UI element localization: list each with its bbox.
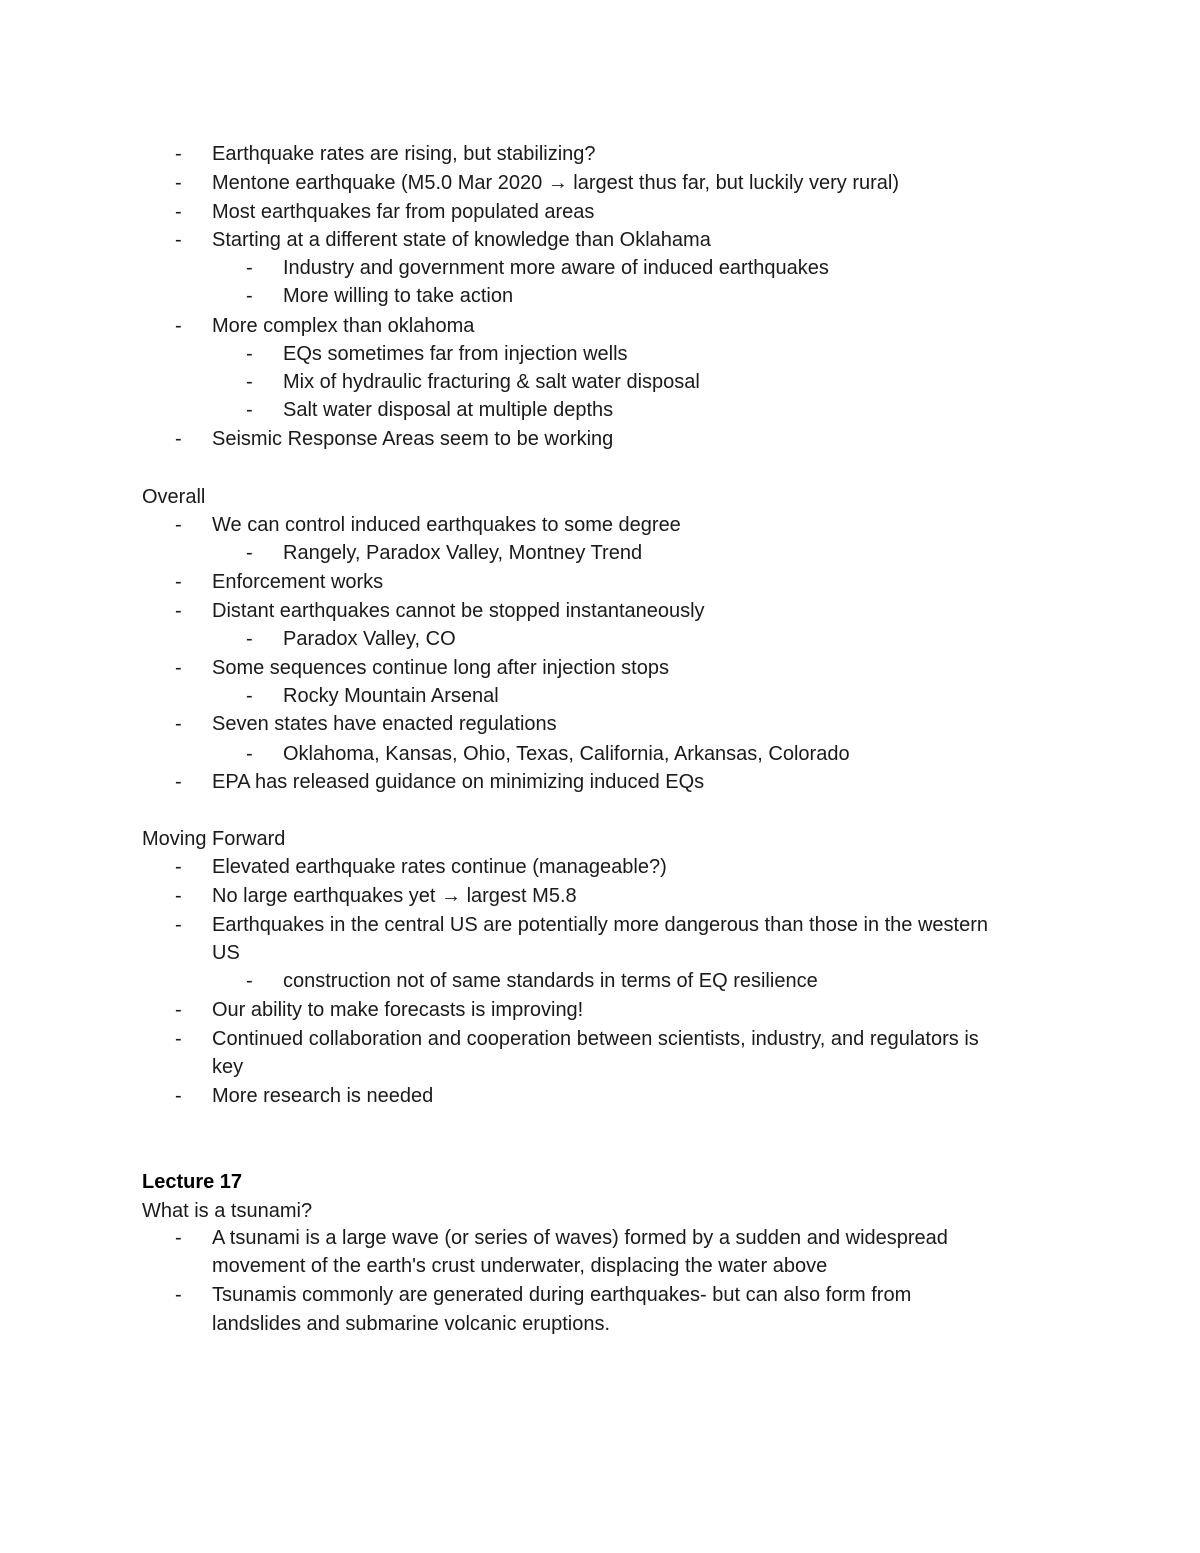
- bullet-dash: -: [175, 1028, 182, 1050]
- list-item-text: Starting at a different state of knowledge than Oklahama: [212, 229, 711, 251]
- bullet-dash: -: [175, 1227, 182, 1249]
- bullet-dash: -: [175, 1085, 182, 1107]
- list-item-text: Oklahoma, Kansas, Ohio, Texas, California, Arkansas, Colorado: [283, 743, 850, 765]
- list-item-text: Seven states have enacted regulations: [212, 713, 557, 735]
- bullet-dash: -: [175, 885, 182, 907]
- list-item-text: A tsunami is a large wave (or series of waves) formed by a sudden and widespread: [212, 1227, 948, 1249]
- bullet-dash: -: [246, 970, 253, 992]
- bullet-dash: -: [246, 628, 253, 650]
- list-item-text: Continued collaboration and cooperation between scientists, industry, and regulators is: [212, 1028, 979, 1050]
- list-item-text: Tsunamis commonly are generated during earthquakes- but can also form from: [212, 1284, 912, 1306]
- bullet-dash: -: [175, 713, 182, 735]
- list-item-text: key: [212, 1056, 244, 1078]
- bullet-dash: -: [246, 343, 253, 365]
- bullet-dash: -: [175, 571, 182, 593]
- bullet-dash: -: [246, 743, 253, 765]
- list-item-text: Most earthquakes far from populated areas: [212, 201, 595, 223]
- list-item-text: Rangely, Paradox Valley, Montney Trend: [283, 542, 643, 564]
- bullet-dash: -: [175, 514, 182, 536]
- bullet-dash: -: [175, 143, 182, 165]
- list-item-text: movement of the earth's crust underwater, displacing the water above: [212, 1255, 828, 1277]
- list-item-text: US: [212, 942, 240, 964]
- bullet-dash: -: [175, 428, 182, 450]
- bullet-dash: -: [246, 399, 253, 421]
- bullet-dash: -: [175, 1284, 182, 1306]
- bullet-dash: -: [175, 201, 182, 223]
- list-item-text: Earthquakes in the central US are potentially more dangerous than those in the western: [212, 914, 989, 936]
- list-item-text: Industry and government more aware of induced earthquakes: [283, 257, 829, 279]
- bullet-dash: -: [246, 685, 253, 707]
- list-item-text: We can control induced earthquakes to some degree: [212, 514, 681, 536]
- list-item-text: More willing to take action: [283, 285, 514, 307]
- bullet-dash: -: [175, 999, 182, 1021]
- list-item-text: Paradox Valley, CO: [283, 628, 456, 650]
- list-item-text: No large earthquakes yet → largest M5.8: [212, 885, 577, 907]
- list-item-text: EQs sometimes far from injection wells: [283, 343, 628, 365]
- bullet-dash: -: [246, 285, 253, 307]
- list-item-text: More complex than oklahoma: [212, 315, 475, 337]
- list-item-text: Distant earthquakes cannot be stopped instantaneously: [212, 600, 705, 622]
- list-item-text: construction not of same standards in terms of EQ resilience: [283, 970, 818, 992]
- list-item-text: Our ability to make forecasts is improving!: [212, 999, 584, 1021]
- list-item-text: Salt water disposal at multiple depths: [283, 399, 614, 421]
- bullet-dash: -: [175, 856, 182, 878]
- list-item-text: EPA has released guidance on minimizing induced EQs: [212, 771, 705, 793]
- section-heading: Lecture 17: [142, 1171, 243, 1193]
- bullet-dash: -: [175, 172, 182, 194]
- list-item-text: Mentone earthquake (M5.0 Mar 2020 → largest thus far, but luckily very rural): [212, 172, 899, 194]
- section-title: Overall: [142, 486, 206, 508]
- bullet-dash: -: [246, 371, 253, 393]
- list-item-text: Some sequences continue long after injection stops: [212, 657, 669, 679]
- bullet-dash: -: [175, 914, 182, 936]
- bullet-dash: -: [175, 771, 182, 793]
- bullet-dash: -: [246, 257, 253, 279]
- list-item-text: Rocky Mountain Arsenal: [283, 685, 499, 707]
- list-item-text: More research is needed: [212, 1085, 434, 1107]
- bullet-dash: -: [175, 600, 182, 622]
- list-item-text: landslides and submarine volcanic eruptions.: [212, 1313, 611, 1335]
- bullet-dash: -: [175, 229, 182, 251]
- section-title: Moving Forward: [142, 828, 286, 850]
- list-item-text: Elevated earthquake rates continue (manageable?): [212, 856, 667, 878]
- list-item-text: Seismic Response Areas seem to be working: [212, 428, 614, 450]
- bullet-dash: -: [246, 542, 253, 564]
- list-item-text: Enforcement works: [212, 571, 384, 593]
- section-title: What is a tsunami?: [142, 1200, 313, 1222]
- list-item-text: Earthquake rates are rising, but stabilizing?: [212, 143, 596, 165]
- bullet-dash: -: [175, 315, 182, 337]
- list-item-text: Mix of hydraulic fracturing & salt water disposal: [283, 371, 700, 393]
- bullet-dash: -: [175, 657, 182, 679]
